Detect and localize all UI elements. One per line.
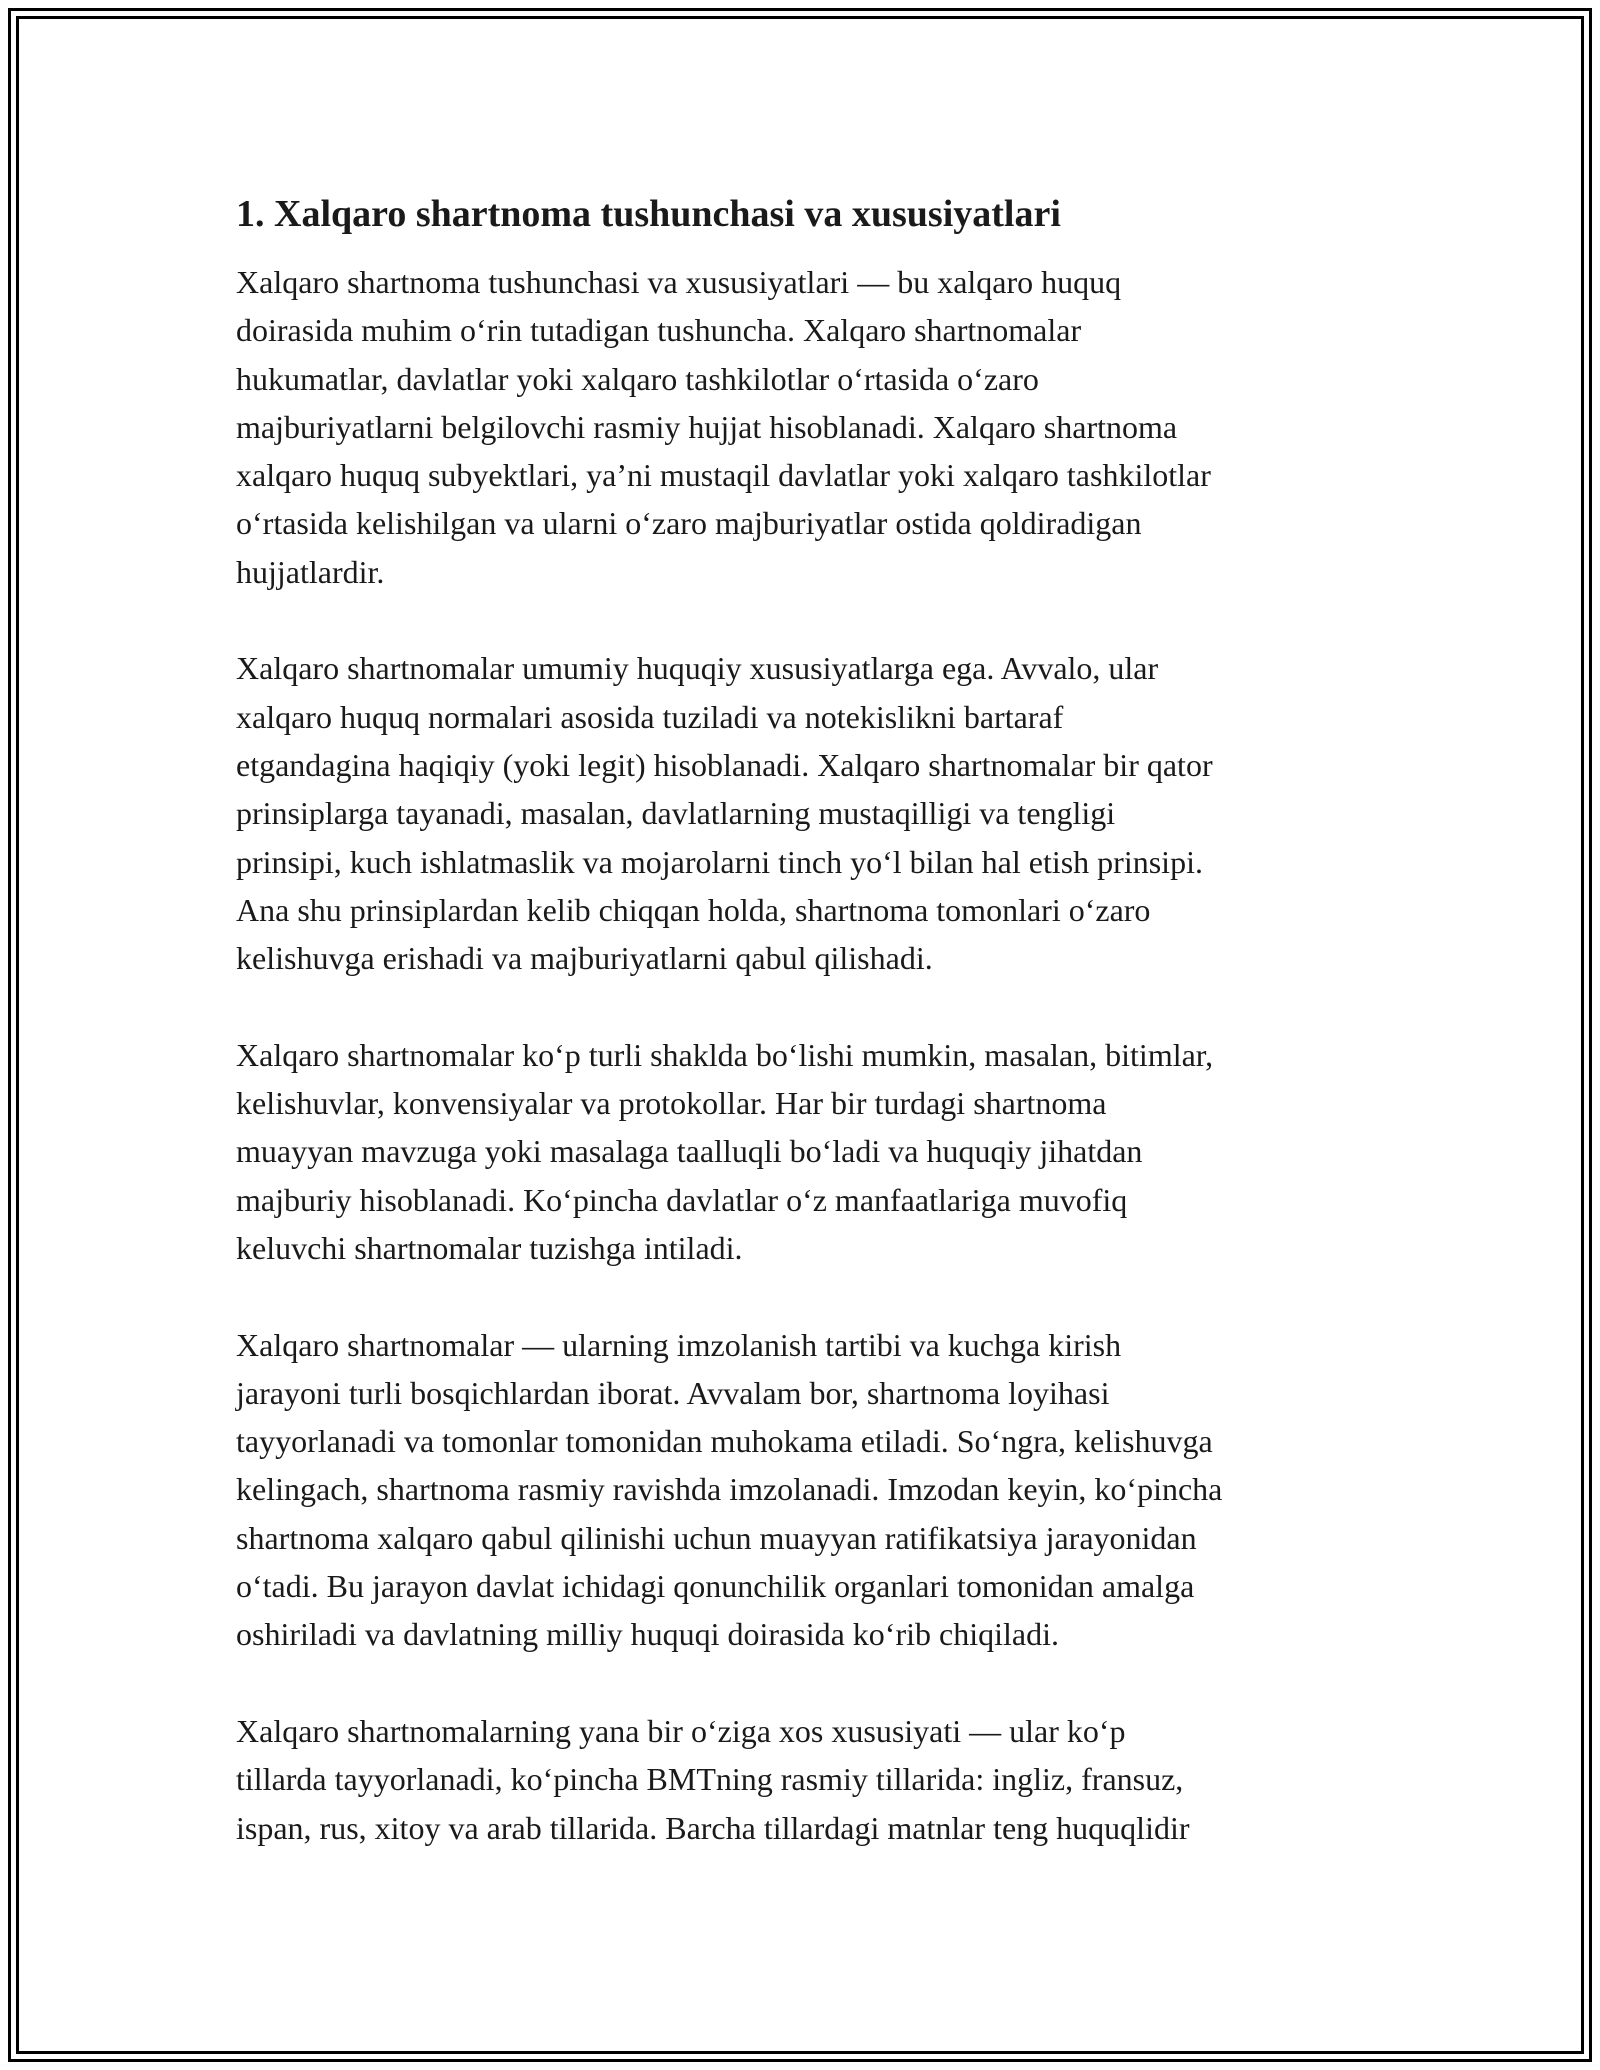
- paragraph: [236, 1707, 1386, 1852]
- paragraph-line: oʻrtasida kelishilgan va ularni oʻzaro majburiyatlar ostida qoldiradigan: [236, 505, 1142, 542]
- paragraph-line: xalqaro huquq normalari asosida tuziladi va notekislikni bartaraf: [236, 698, 1064, 735]
- paragraph-line: muayyan mavzuga yoki masalaga taalluqli boʻladi va huquqiy jihatdan: [236, 1133, 1143, 1170]
- paragraph-list: [236, 258, 1386, 1852]
- paragraph-line: ispan, rus, xitoy va arab tillarida. Barcha tillardagi matnlar teng huquqlidir: [236, 1809, 1190, 1846]
- paragraph-line: shartnoma xalqaro qabul qilinishi uchun muayyan ratifikatsiya jarayonidan: [236, 1519, 1197, 1556]
- paragraph-line: hukumatlar, davlatlar yoki xalqaro tashkilotlar oʻrtasida oʻzaro: [236, 360, 1039, 397]
- paragraph-line: jarayoni turli bosqichlardan iborat. Avvalam bor, shartnoma loyihasi: [236, 1374, 1110, 1411]
- paragraph: [236, 1031, 1386, 1272]
- paragraph-line: prinsiplarga tayanadi, masalan, davlatlarning mustaqilligi va tengligi: [236, 795, 1116, 832]
- paragraph-line: Xalqaro shartnomalar koʻp turli shaklda boʻlishi mumkin, masalan, bitimlar,: [236, 1036, 1214, 1073]
- paragraph-line: tillarda tayyorlanadi, koʻpincha BMTning rasmiy tillarida: ingliz, fransuz,: [236, 1761, 1184, 1798]
- paragraph-line: keluvchi shartnomalar tuzishga intiladi.: [236, 1229, 743, 1266]
- paragraph-line: Ana shu prinsiplardan kelib chiqqan holda, shartnoma tomonlari oʻzaro: [236, 891, 1151, 928]
- paragraph-line: kelishuvga erishadi va majburiyatlarni qabul qilishadi.: [236, 940, 933, 977]
- paragraph-line: majburiyatlarni belgilovchi rasmiy hujjat hisoblanadi. Xalqaro shartnoma: [236, 408, 1178, 445]
- paragraph-line: kelingach, shartnoma rasmiy ravishda imzolanadi. Imzodan keyin, koʻpincha: [236, 1471, 1223, 1508]
- section-heading: 1. Xalqaro shartnoma tushunchasi va xususiyatlari: [236, 193, 1061, 235]
- paragraph-line: oʻtadi. Bu jarayon davlat ichidagi qonunchilik organlari tomonidan amalga: [236, 1568, 1195, 1605]
- paragraph-line: Xalqaro shartnomalar — ularning imzolanish tartibi va kuchga kirish: [236, 1326, 1122, 1363]
- paragraph-line: etgandagina haqiqiy (yoki legit) hisoblanadi. Xalqaro shartnomalar bir qator: [236, 746, 1213, 783]
- paragraph: [236, 1321, 1386, 1659]
- paragraph-line: Xalqaro shartnomalar umumiy huquqiy xususiyatlarga ega. Avvalo, ular: [236, 650, 1159, 687]
- paragraph-line: hujjatlardir.: [236, 553, 385, 590]
- document-body: [236, 190, 1386, 1900]
- paragraph-line: prinsipi, kuch ishlatmaslik va mojarolarni tinch yoʻl bilan hal etish prinsipi.: [236, 843, 1203, 880]
- paragraph-line: doirasida muhim oʻrin tutadigan tushuncha. Xalqaro shartnomalar: [236, 312, 1082, 349]
- paragraph: [236, 644, 1386, 982]
- paragraph-line: oshiriladi va davlatning milliy huquqi doirasida koʻrib chiqiladi.: [236, 1616, 1059, 1653]
- paragraph-line: tayyorlanadi va tomonlar tomonidan muhokama etiladi. Soʻngra, kelishuvga: [236, 1423, 1213, 1460]
- paragraph-line: kelishuvlar, konvensiyalar va protokollar. Har bir turdagi shartnoma: [236, 1085, 1107, 1122]
- paragraph-line: Xalqaro shartnoma tushunchasi va xususiyatlari — bu xalqaro huquq: [236, 264, 1122, 300]
- paragraph-line: xalqaro huquq subyektlari, yaʼni mustaqil davlatlar yoki xalqaro tashkilotlar: [236, 457, 1211, 494]
- paragraph: [236, 258, 1386, 596]
- paragraph-line: Xalqaro shartnomalarning yana bir oʻziga xos xususiyati — ular koʻp: [236, 1712, 1126, 1749]
- paragraph-line: majburiy hisoblanadi. Koʻpincha davlatlar oʻz manfaatlariga muvofiq: [236, 1181, 1128, 1218]
